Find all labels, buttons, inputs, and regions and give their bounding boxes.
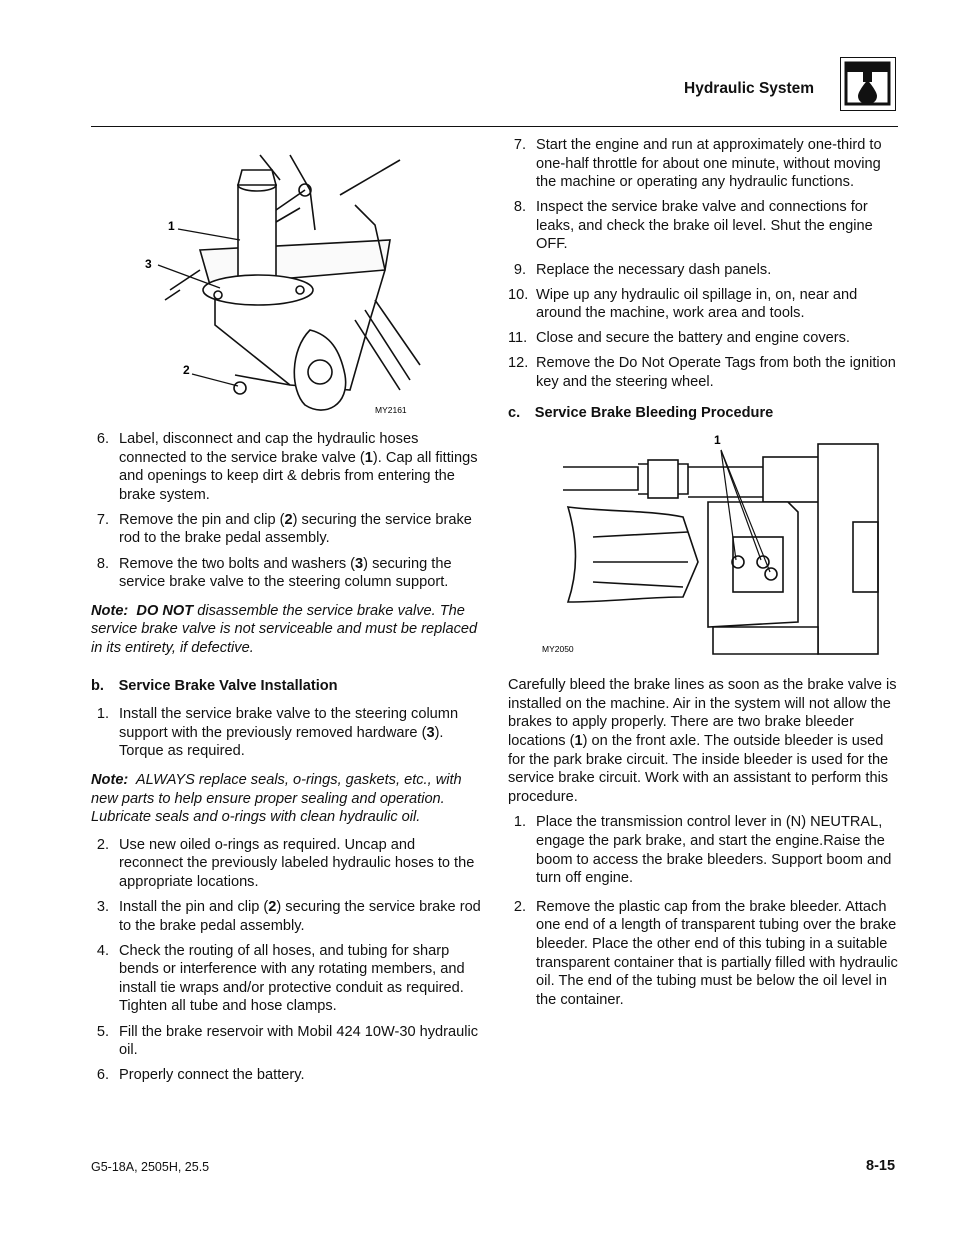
callout-2: 2 (183, 363, 190, 377)
list-item: 9. Replace the necessary dash panels. (513, 261, 772, 278)
list-item: 7. Remove the pin and clip (2) securing the service brake rod to the brake pedal assembly. (96, 511, 472, 547)
list-item: 2. Use new oiled o-rings as required. Uncap and reconnect the previously labeled hydraulic hoses to the appropriate locations. (96, 836, 475, 890)
list-item: 2. Remove the plastic cap from the brake bleeder. Attach one end of a length of transparent tubing over the brake bleeder. Place the other end of this tubing in a suitable transparent container that is partially filled with hydraulic oil. The end of the tubing must be below the oil level in the container. (513, 898, 898, 1008)
list-item: 8. Remove the two bolts and washers (3) securing the service brake valve to the steering column support. (96, 555, 452, 591)
page-header-title: Hydraulic System (684, 80, 815, 97)
bleed-steps (508, 813, 900, 1009)
list-item: 6. Properly connect the battery. (96, 1067, 305, 1084)
right-column (508, 136, 900, 1016)
list-item: 12. Remove the Do Not Operate Tags from both the ignition key and the steering wheel. (508, 355, 896, 391)
figure-brake-valve (140, 150, 430, 420)
footer-model-info: G5-18A, 2505H, 25.5 (91, 1160, 210, 1174)
list-item: 11. Close and secure the battery and engine covers. (508, 330, 850, 347)
list-item: 6. Label, disconnect and cap the hydraulic hoses connected to the service brake valve (1). Cap all fittings and openings to keep dirt & debris from entering the brake system. (96, 431, 478, 503)
note-do-not-disassemble: Note: DO NOT disassemble the service brake valve. The service brake valve is not serviceable and must be replaced in its entirety, if defective. (91, 602, 478, 656)
note-replace-seals: Note: ALWAYS replace seals, o-rings, gaskets, etc., with new parts to help ensure proper sealing and operation. Lubricate seals and o-rings with clean hydraulic oil. (91, 771, 462, 826)
page-number: 8-15 (866, 1158, 896, 1174)
callout-1: 1 (168, 219, 175, 233)
list-item: 8. Inspect the service brake valve and connections for leaks, and check the brake oil level. Shut the engine OFF. (513, 199, 873, 253)
list-item: 5. Fill the brake reservoir with Mobil 424 10W-30 hydraulic oil. (96, 1023, 479, 1059)
figure-brake-bleeders (508, 422, 900, 672)
bleed-intro-paragraph: Carefully bleed the brake lines as soon as the brake valve is installed on the machine. Air in the system will not allow the brakes to apply properly. There are two brake bleeder locations (1) on the front axle. The outside bleeder is used for the park brake circuit. The inside bleeder is used for the service brake circuit. Work with an assistant to perform this procedure. (508, 677, 897, 805)
left-column (91, 430, 483, 1091)
removal-steps (91, 430, 483, 592)
install-steps-continued (508, 136, 900, 392)
install-steps (91, 836, 483, 1085)
list-item: 3. Install the pin and clip (2) securing the service brake rod to the brake pedal assembly. (96, 898, 481, 934)
hydraulic-system-icon (840, 57, 896, 111)
callout-1: 1 (714, 433, 721, 448)
section-c-heading: c. Service Brake Bleeding Procedure (508, 404, 774, 421)
list-item: 1. Install the service brake valve to the steering column support with the previously removed hardware (3). Torque as required. (96, 706, 459, 760)
list-item: 7. Start the engine and run at approximately one-third to one-half throttle for about one minute, without moving the machine or operating any hydraulic functions. (513, 137, 882, 191)
list-item: 1. Place the transmission control lever in (N) NEUTRAL, engage the park brake, and start the engine.Raise the boom to access the brake bleeders. Support boom and turn off engine. (513, 814, 892, 887)
install-steps-first (91, 705, 483, 761)
figure-id: MY2050 (542, 644, 574, 655)
list-item: 10. Wipe up any hydraulic oil spillage in, on, near and around the machine, work area and tools. (508, 286, 858, 322)
figure-id: MY2161 (375, 405, 407, 415)
list-item: 4. Check the routing of all hoses, and tubing for sharp bends or interference with any rotating members, and install tie wraps and/or protective conduit as required. Tighten all tube and hose clamps. (96, 942, 465, 1015)
callout-3: 3 (145, 257, 152, 271)
section-b-heading: b. Service Brake Valve Installation (91, 677, 338, 694)
header-rule (91, 126, 898, 127)
